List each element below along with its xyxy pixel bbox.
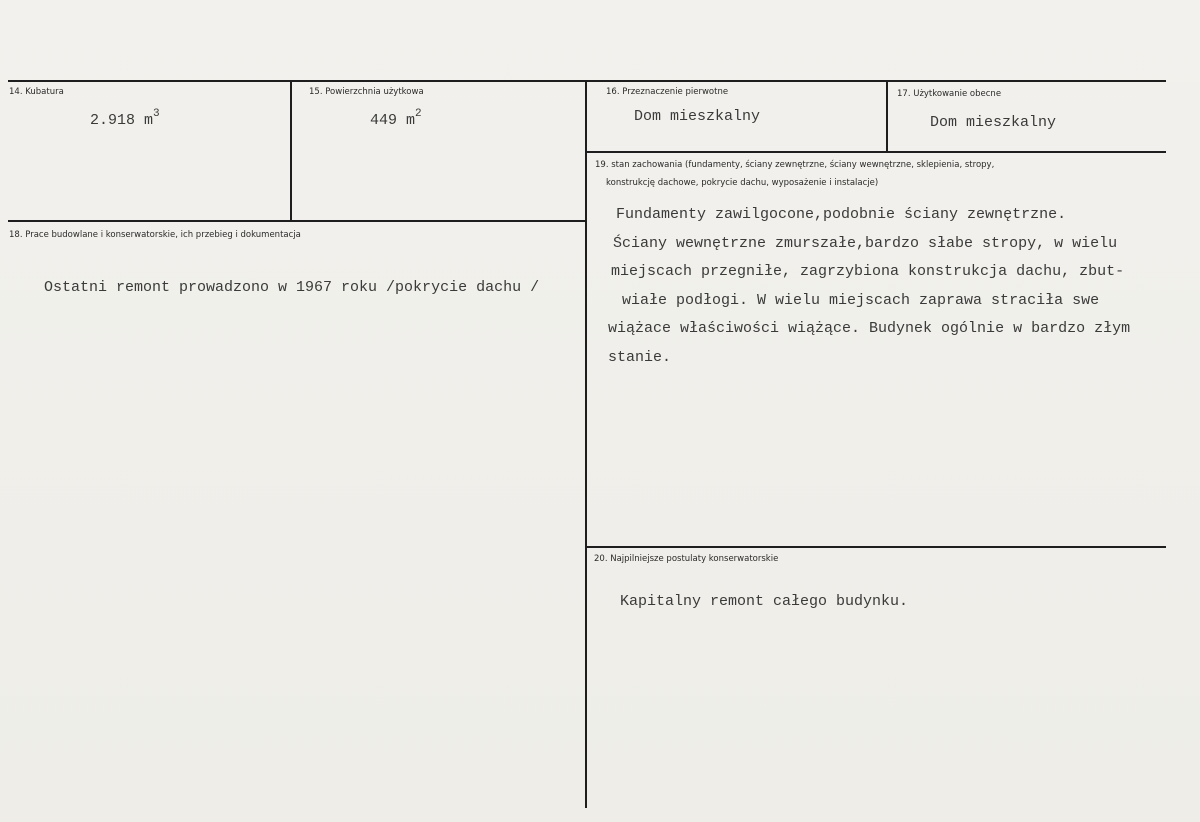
field-19-label-line2: konstrukcję dachowe, pokrycie dachu, wyposażenie i instalacje) — [606, 178, 879, 188]
area-value: 449 m — [370, 112, 416, 129]
volume-unit-exponent: 3 — [153, 108, 160, 120]
field-19-text — [608, 203, 1163, 370]
rule-under-14-15 — [8, 220, 587, 222]
field-17-label: 17. Użytkowanie obecne — [897, 89, 1002, 99]
condition-line: wiążace właściwości wiążące. Budynek ogólnie w bardzo złym — [608, 320, 1131, 337]
area-unit-exponent: 2 — [415, 108, 422, 120]
field-15-label: 15. Powierzchnia użytkowa — [309, 87, 424, 97]
divider-16-17 — [886, 80, 888, 152]
field-16-label: 16. Przeznaczenie pierwotne — [606, 87, 729, 97]
divider-main-column — [585, 80, 587, 808]
field-14-label: 14. Kubatura — [9, 87, 64, 97]
field-17-value: Dom mieszkalny — [930, 114, 1057, 131]
field-18-label: 18. Prace budowlane i konserwatorskie, ich przebieg i dokumentacja — [9, 230, 301, 240]
field-15-value — [370, 109, 422, 134]
condition-line: stanie. — [608, 348, 672, 366]
condition-line: miejscach przegniłe, zagrzybiona konstrukcja dachu, zbut- — [611, 263, 1125, 280]
field-20-value: Kapitalny remont całego budynku. — [620, 593, 909, 610]
field-14-value — [90, 109, 160, 134]
rule-under-19 — [587, 546, 1166, 548]
field-18-value: Ostatni remont prowadzono w 1967 roku /pokrycie dachu / — [44, 279, 540, 296]
condition-line: Fundamenty zawilgocone,podobnie ściany zewnętrzne. — [616, 206, 1067, 223]
field-20-label: 20. Najpilniejsze postulaty konserwatorskie — [594, 554, 779, 564]
top-rule — [8, 80, 1166, 82]
divider-14-15 — [290, 80, 292, 222]
rule-under-16-17 — [587, 151, 1166, 153]
volume-value: 2.918 m — [90, 112, 154, 129]
field-16-value: Dom mieszkalny — [634, 108, 761, 125]
field-19-label-line1: 19. stan zachowania (fundamenty, ściany zewnętrzne, ściany wewnętrzne, sklepienia, stropy, — [595, 160, 995, 170]
condition-line: wiałe podłogi. W wielu miejscach zaprawa straciła swe — [622, 291, 1100, 309]
condition-line: Ściany wewnętrzne zmurszałe,bardzo słabe stropy, w wielu — [613, 234, 1118, 252]
